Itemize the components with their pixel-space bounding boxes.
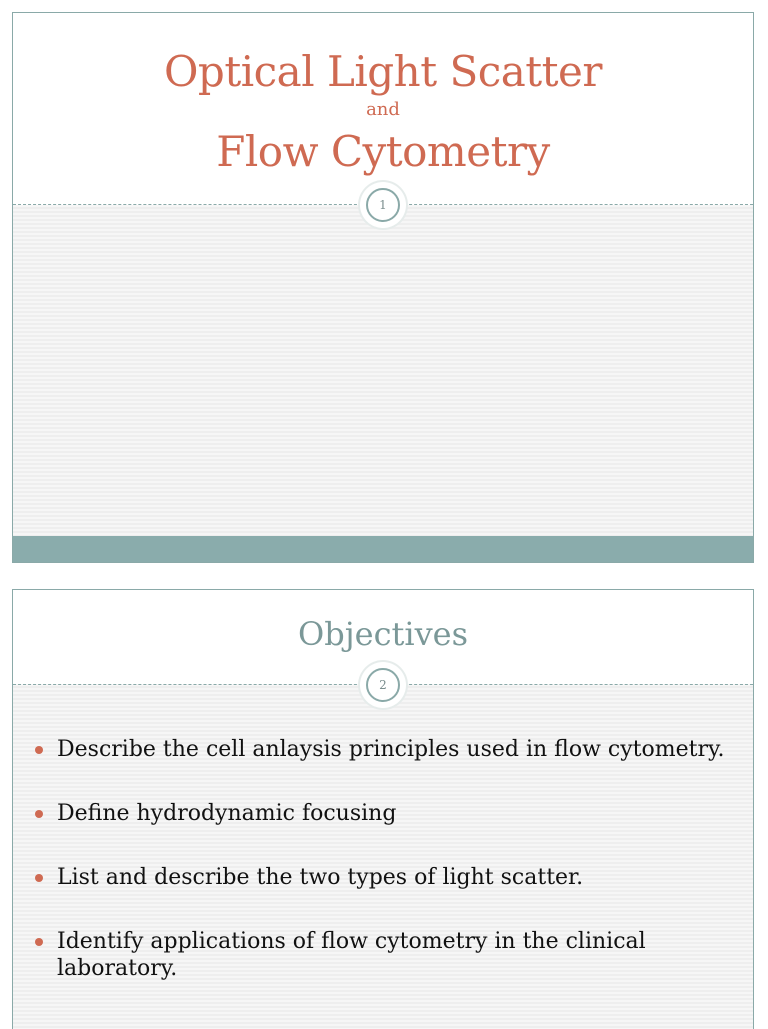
slide-number: 2 bbox=[366, 668, 400, 702]
slide-title-line-2: Flow Cytometry bbox=[216, 127, 550, 176]
bullet-text: Identify applications of flow cytometry in the clinical laboratory. bbox=[57, 929, 646, 981]
bullet-icon bbox=[35, 874, 43, 882]
list-item bbox=[33, 864, 733, 891]
slide-number-badge bbox=[363, 185, 403, 225]
bullet-text: List and describe the two types of light scatter. bbox=[57, 865, 584, 890]
objectives-list bbox=[33, 736, 733, 1019]
slide-title: Objectives bbox=[297, 615, 469, 653]
slide-number-badge bbox=[363, 665, 403, 705]
bullet-text: Describe the cell anlaysis principles used in flow cytometry. bbox=[57, 737, 725, 762]
slide-title-line-1: Optical Light Scatter bbox=[164, 47, 602, 96]
slide-footer-bar bbox=[13, 536, 753, 562]
slide-1 bbox=[12, 12, 754, 563]
slide-title-connector: and bbox=[366, 99, 400, 120]
list-item bbox=[33, 800, 733, 827]
slide-1-title-area bbox=[13, 13, 753, 205]
slide-1-body bbox=[13, 205, 753, 537]
list-item bbox=[33, 928, 733, 982]
bullet-icon bbox=[35, 746, 43, 754]
bullet-text: Define hydrodynamic focusing bbox=[57, 801, 397, 826]
list-item bbox=[33, 736, 733, 763]
bullet-icon bbox=[35, 938, 43, 946]
slide-2 bbox=[12, 589, 754, 1029]
slide-number: 1 bbox=[366, 188, 400, 222]
bullet-icon bbox=[35, 810, 43, 818]
